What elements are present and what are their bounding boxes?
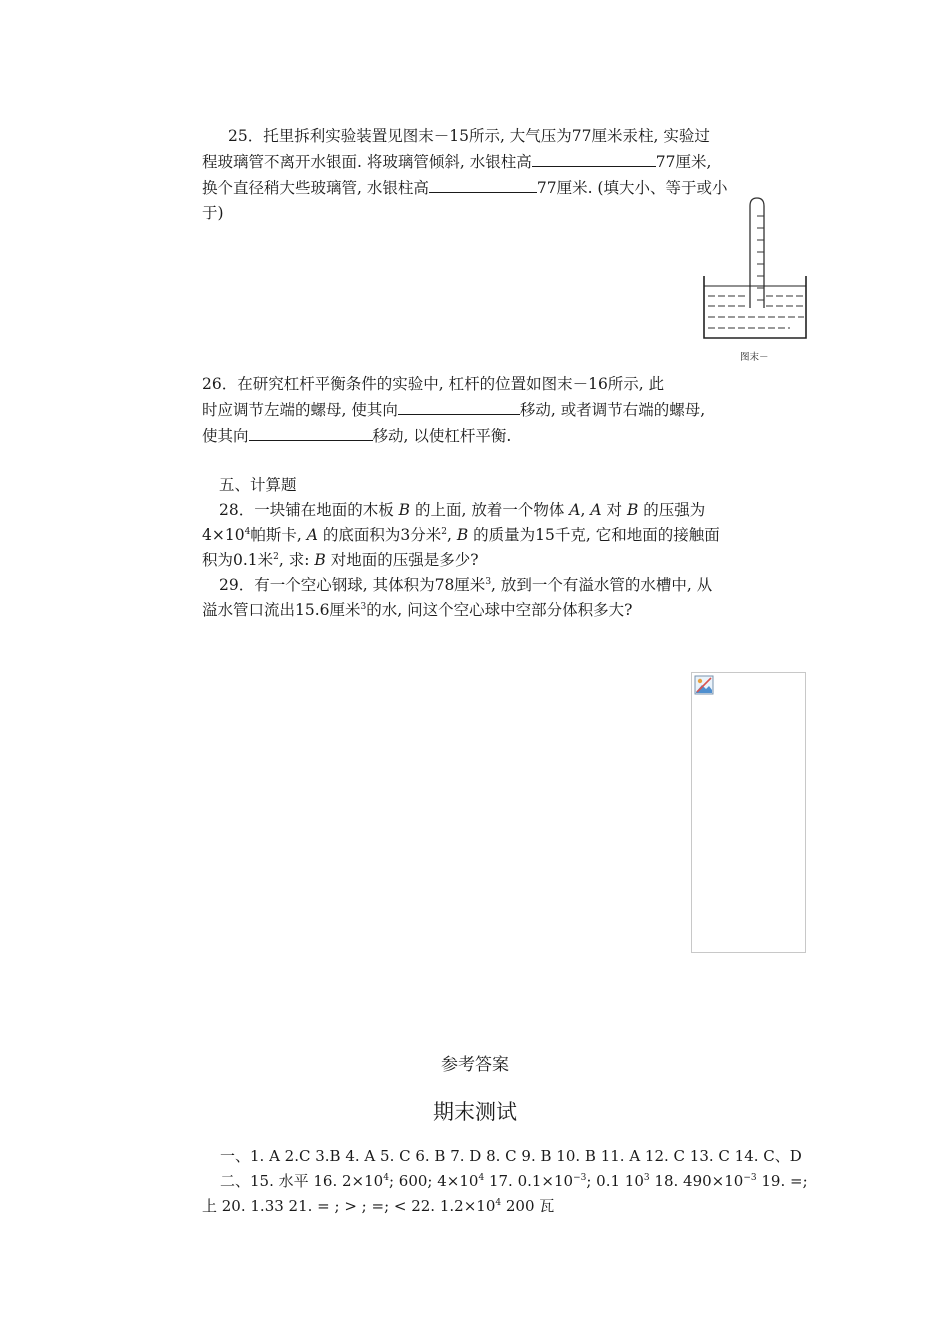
q26-line-1: 26．在研究杠杆平衡条件的实验中, 杠杆的位置如图末－16所示, 此 (202, 375, 665, 393)
q29-text: , 放到一个有溢水管的水槽中, 从 (491, 576, 713, 594)
answer-text: 19. =; (756, 1172, 808, 1190)
q28-line-3 (202, 548, 750, 573)
q28-text: 的压强为 (643, 501, 706, 519)
q25-line-1: 25．托里拆利实验装置见图末－15所示, 大气压为77厘米汞柱, 实验过 (228, 127, 710, 145)
question-25 (202, 124, 750, 226)
q26-line-3-text: 使其向 (202, 427, 249, 445)
answers-row-3 (202, 1194, 762, 1219)
q29-line-2 (202, 598, 750, 623)
answer-text: 200 瓦 (501, 1197, 555, 1215)
superscript: 3 (485, 576, 492, 587)
q28-text: , 求: (278, 551, 310, 569)
question-29 (202, 573, 750, 623)
answer-text: 上 20. 1.33 21. = ; > ; =; < 22. 1.2×10 (202, 1197, 496, 1215)
q28-text: 帕斯卡, (250, 526, 302, 544)
var-b: B (626, 501, 639, 519)
question-26 (202, 372, 750, 449)
q28-text: 的质量为15千克, 它和地面的接触面 (473, 526, 720, 544)
q25-line-3-end: 77厘米. (填大小、等于或小 (536, 179, 728, 197)
q25-line-3 (202, 175, 750, 201)
var-a: A (590, 501, 602, 519)
section-heading: 五、计算题 (219, 476, 297, 494)
broken-image-icon (694, 675, 714, 695)
question-28 (202, 498, 750, 573)
answers-row-2 (202, 1169, 808, 1194)
var-b: B (456, 526, 469, 544)
answer-blank[interactable] (532, 149, 656, 167)
superscript: −3 (573, 1173, 587, 1183)
answer-text: 二、15. 水平 16. 2×10 (220, 1172, 384, 1190)
q26-line-2-text: 时应调节左端的螺母, 使其向 (202, 401, 398, 419)
var-a: A (569, 501, 581, 519)
superscript: 4 (244, 526, 251, 537)
answer-blank[interactable] (249, 423, 373, 441)
q28-line-1 (202, 498, 750, 523)
q28-text: 的底面积为3分米 (322, 526, 442, 544)
answer-blank[interactable] (429, 175, 537, 193)
superscript: 4 (478, 1173, 485, 1183)
superscript: −3 (743, 1173, 757, 1183)
answers-title: 参考答案 (441, 1055, 509, 1075)
superscript: 4 (383, 1173, 389, 1183)
superscript: 2 (441, 526, 447, 537)
q29-text: 的水, 问这个空心球中空部分体积多大? (366, 601, 633, 619)
answers-block (202, 1144, 808, 1219)
q26-line-2-end: 移动, 或者调节右端的螺母, (519, 401, 706, 419)
q28-text: 28．一块铺在地面的木板 (219, 501, 394, 519)
q29-line-1 (202, 573, 750, 598)
var-b: B (314, 551, 326, 569)
answer-blank[interactable] (398, 397, 520, 415)
q29-text: 溢水管口流出15.6厘米 (202, 601, 361, 619)
figure-caption: 图末－ (740, 352, 769, 363)
answer-text: ; 0.1 10 (586, 1172, 644, 1190)
q28-text: 积为0.1米 (202, 551, 274, 569)
torricelli-figure (700, 196, 810, 366)
var-a: A (306, 526, 318, 544)
q28-text: 的上面, 放着一个物体 (415, 501, 565, 519)
superscript: 4 (495, 1198, 502, 1208)
q26-line-3 (202, 423, 750, 449)
q25-line-3-text: 换个直径稍大些玻璃管, 水银柱高 (202, 179, 429, 197)
answers-row-1: 一、1. A 2.C 3.B 4. A 5. C 6. B 7. D 8. C 9. B 10. B 11. A 12. C 13. C 14. C、D (220, 1147, 802, 1165)
q28-text: , (580, 501, 586, 519)
answer-text: 17. 0.1×10 (484, 1172, 574, 1190)
q29-text: 29．有一个空心钢球, 其体积为78厘米 (219, 576, 486, 594)
q25-line-2-text: 程玻璃管不离开水银面. 将玻璃管倾斜, 水银柱高 (202, 153, 532, 171)
answer-text: 18. 490×10 (649, 1172, 744, 1190)
q25-line-2 (202, 149, 750, 175)
var-b: B (398, 501, 411, 519)
superscript: 3 (360, 601, 367, 612)
q28-text: 对地面的压强是多少? (330, 551, 479, 569)
q28-line-2 (202, 523, 750, 548)
answer-text: ; 600; 4×10 (388, 1172, 479, 1190)
answers-subtitle: 期末测试 (433, 1100, 517, 1124)
superscript: 2 (273, 551, 279, 562)
q25-line-4: 于) (202, 204, 224, 222)
q28-text: , (446, 526, 452, 544)
broken-image-placeholder (691, 672, 806, 953)
q28-text: 4×10 (202, 526, 245, 544)
q28-text: 对 (606, 501, 623, 519)
q26-line-3-end: 移动, 以使杠杆平衡. (372, 427, 512, 445)
q26-line-2 (202, 397, 750, 423)
q25-line-2-end: 77厘米, (655, 153, 712, 171)
superscript: 3 (643, 1173, 650, 1183)
